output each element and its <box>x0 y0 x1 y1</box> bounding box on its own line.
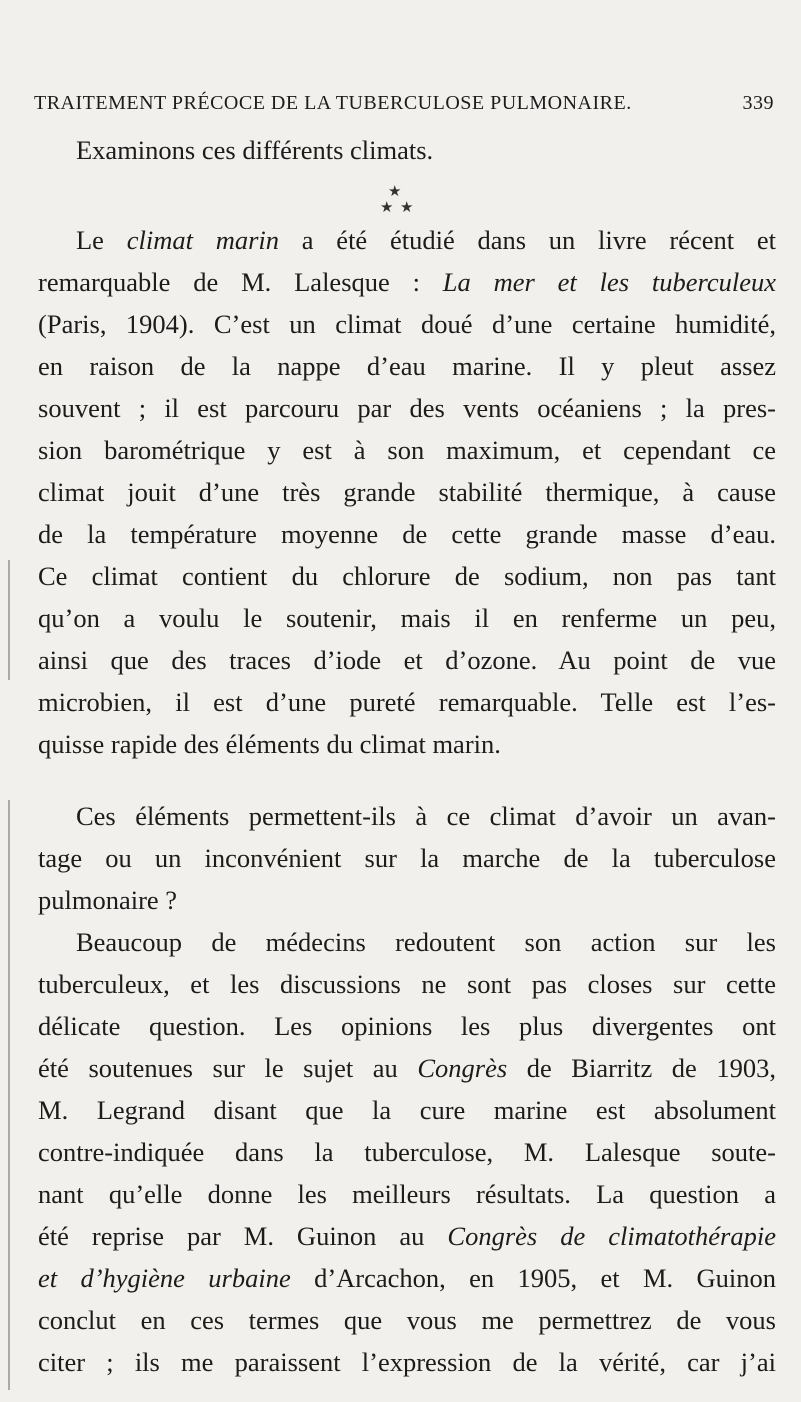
text-line: délicate question. Les opinions les plus divergentes ont <box>38 1011 776 1041</box>
book-title: La mer et les tuberculeux <box>442 267 776 297</box>
text-line: Beaucoup de médecins redoutent son action sur les <box>76 927 776 957</box>
text-line: Ce climat contient du chlorure de sodium, non pas tant <box>38 561 776 591</box>
italic-term: Congrès <box>417 1053 508 1083</box>
text-line: pulmonaire ? <box>38 885 178 915</box>
text-line: nant qu’elle donne les meilleurs résultats. La question a <box>38 1179 776 1209</box>
text-line: (Paris, 1904). C’est un climat doué d’une certaine humidité, <box>38 309 776 339</box>
text-line: conclut en ces termes que vous me permettrez de vous <box>38 1305 776 1335</box>
text-line: de la température moyenne de cette grande masse d’eau. <box>38 519 776 549</box>
text-line: citer ; ils me paraissent l’expression de la vérité, car j’ai <box>38 1347 776 1377</box>
star-ornament: ★ <box>388 184 402 200</box>
page-number: 339 <box>742 92 774 114</box>
text-line: quisse rapide des éléments du climat marin. <box>38 729 501 759</box>
text-line: ainsi que des traces d’iode et d’ozone. Au point de vue <box>38 645 776 675</box>
text-line: été soutenues sur le sujet au Congrès de Biarritz de 1903, <box>38 1053 776 1083</box>
text-line: qu’on a voulu le soutenir, mais il en renferme un peu, <box>38 603 776 633</box>
text-line: contre-indiquée dans la tuberculose, M. Lalesque soute- <box>38 1137 776 1167</box>
text-line: en raison de la nappe d’eau marine. Il y pleut assez <box>38 351 776 381</box>
text-line: sion barométrique y est à son maximum, et cependant ce <box>38 435 776 465</box>
text-line: tage ou un inconvénient sur la marche de la tuberculose <box>38 843 776 873</box>
italic-term: climat marin <box>126 225 280 255</box>
star-ornament: ★ <box>400 200 414 216</box>
text-line: M. Legrand disant que la cure marine est absolument <box>38 1095 776 1125</box>
text-line: climat jouit d’une très grande stabilité thermique, à cause <box>38 477 776 507</box>
italic-term: et d’hygiène urbaine <box>38 1263 291 1293</box>
italic-term: Congrès de climatothérapie <box>447 1221 776 1251</box>
text-line: Le climat marin a été étudié dans un livre récent et <box>76 225 776 255</box>
text-line: microbien, il est d’une pureté remarquable. Telle est l’es- <box>38 687 776 717</box>
text-line: remarquable de M. Lalesque : La mer et les tuberculeux <box>38 267 776 297</box>
intro-line: Examinons ces différents climats. <box>76 135 434 165</box>
running-header <box>34 92 774 122</box>
header-title: TRAITEMENT PRÉCOCE DE LA TUBERCULOSE PULMONAIRE. <box>34 92 632 114</box>
text-line: été reprise par M. Guinon au Congrès de climatothérapie <box>38 1221 776 1251</box>
text-line: et d’hygiène urbaine d’Arcachon, en 1905, et M. Guinon <box>38 1263 776 1293</box>
text-line: tuberculeux, et les discussions ne sont pas closes sur cette <box>38 969 776 999</box>
binding-shadow <box>8 800 10 1390</box>
text-line: souvent ; il est parcouru par des vents océaniens ; la pres- <box>38 393 776 423</box>
text-line: Ces éléments permettent-ils à ce climat d’avoir un avan- <box>76 801 776 831</box>
binding-shadow <box>8 560 10 680</box>
star-ornament: ★ <box>380 200 394 216</box>
